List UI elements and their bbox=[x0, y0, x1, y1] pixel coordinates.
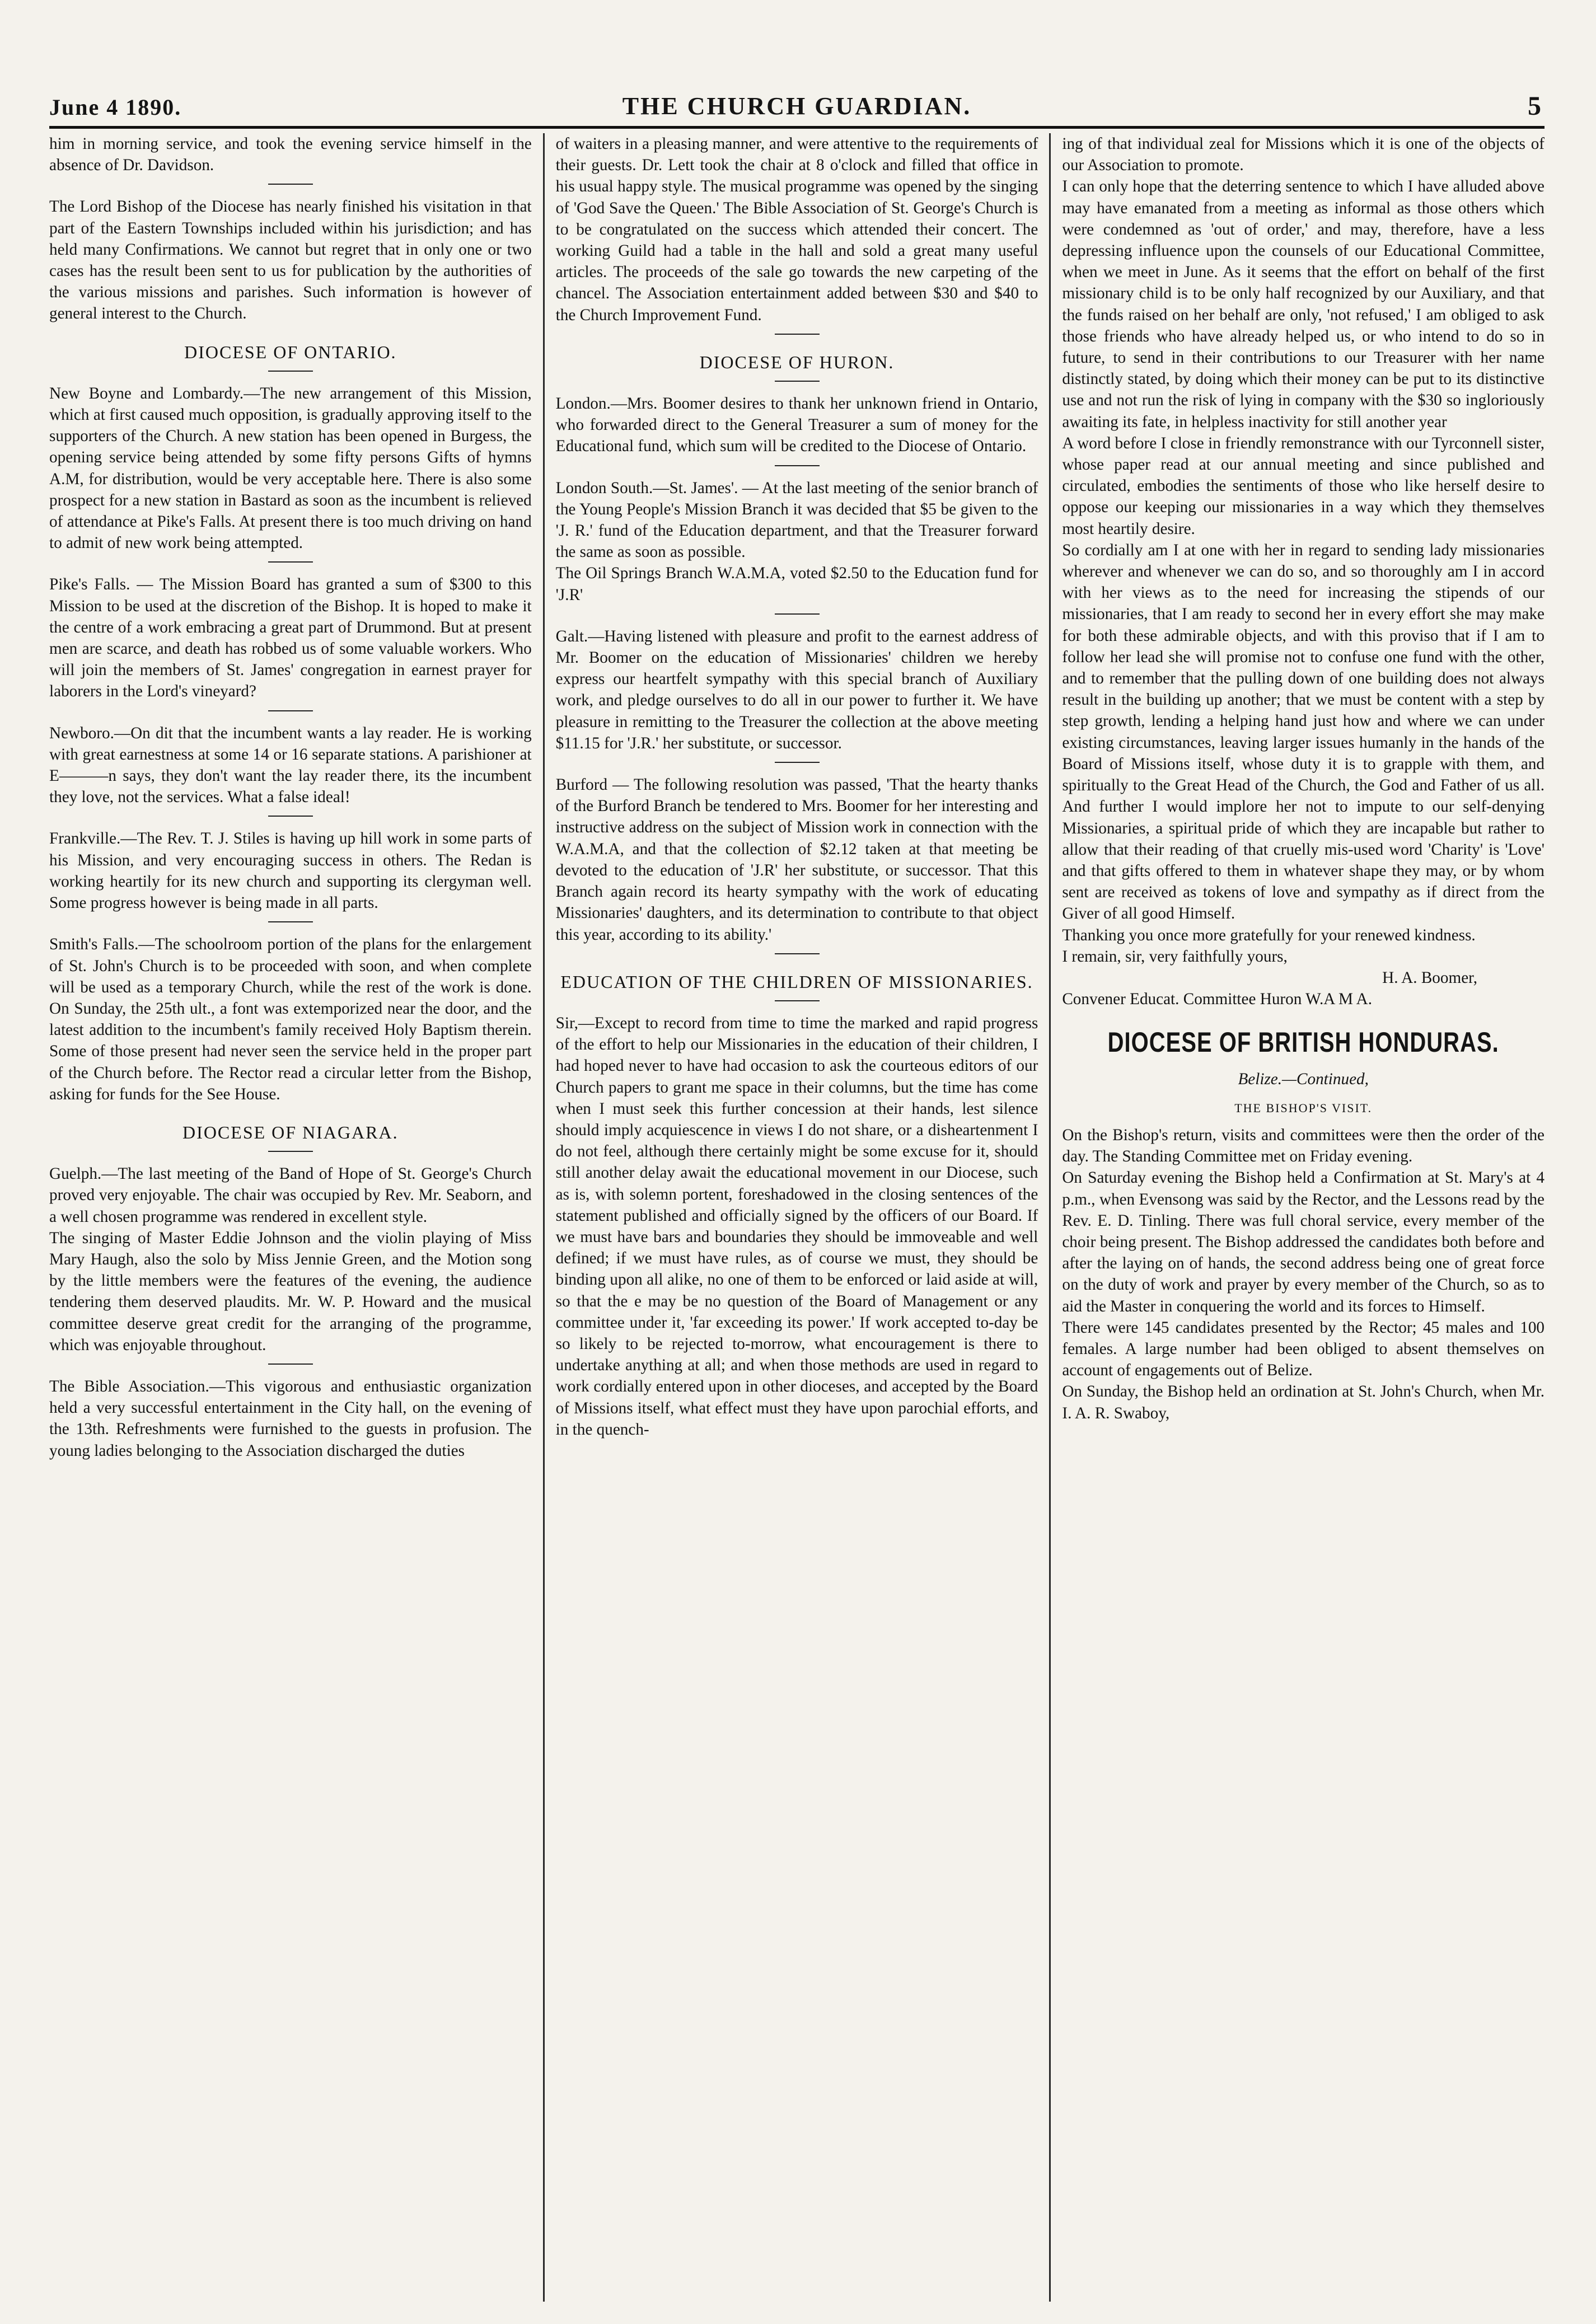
paragraph: Frankville.—The Rev. T. J. Stiles is having up hill work in some parts of his Mission, and very encouraging success in others. The Redan is working heartily for its new church and supporting its clergyman well. Some progress however is being made in all parts. bbox=[49, 830, 532, 912]
newspaper-title: THE CHURCH GUARDIAN. bbox=[622, 92, 972, 120]
paragraph: On Saturday evening the Bishop held a Confirmation at St. Mary's at 4 p.m., when Evensong was said by the Rector, and the Lessons read by the Rev. E. D. Tinling. There was full choral service, every member of the choir being present. The Bishop addressed the candidates both before and after the laying on of hands, the second address being one of great force on the duty of work and prayer by every member of the Church, so as to aid the Master in conquering the world and its forces to Himself. bbox=[1062, 1169, 1545, 1315]
signature-title: Convener Educat. Committee Huron W.A M A. bbox=[1062, 990, 1373, 1009]
columns bbox=[49, 133, 1544, 2302]
paragraph: A word before I close in friendly remonstrance with our Tyrconnell sister, whose paper read at our annual meeting and since published and circulated, embodies the sentiments of those who like herself desire to oppose our keeping our missionaries in a way which they themselves most heartily desire. bbox=[1062, 434, 1545, 538]
column-2 bbox=[545, 133, 1050, 2302]
paragraph: The Bible Association.—This vigorous and enthusiastic organization held a very successful entertainment in the City hall, on the evening of the 13th. Refreshments were furnished to the guests in profusion. The young ladies belonging to the Association discharged the duties bbox=[49, 1377, 532, 1460]
paragraph: him in morning service, and took the evening service himself in the absence of Dr. Davidson. bbox=[49, 135, 532, 175]
page-header bbox=[49, 84, 1544, 129]
divider bbox=[775, 465, 820, 466]
paragraph: There were 145 candidates presented by the Rector; 45 males and 100 females. A large number had been obliged to absent themselves on account of engagements out of Belize. bbox=[1062, 1318, 1545, 1380]
paragraph: Sir,—Except to record from time to time the marked and rapid progress of the effort to help our Missionaries in the education of their children, I had hoped never to have had occasion to ask the courteous editors of our Church papers to grant me space in their columns, but the time has come when I must seek this further concession at their hands, lest silence should imply acquiescence in views I do not share, or a disheartenment I do not feel, although there certainly might be some excuse for it, should still another delay await the educational movement in our Diocese, such as is, with solemn portent, foreshadowed in the closing sentences of the statement published and officially signed by the officers of our Board. If we must have bars and boundaries they should be immoveable and well defined; if we must have rules, as of course we must, they should be binding upon all alike, no one of them to be enforced or laid aside at will, so that the e may be no question of the Board of Management or any committee under it, 'far exceeding its power.' If work accepted to-day be so likely to be rejected to-morrow, what encouragement is there to undertake anything at all; and when those methods are used in regard to work cordially entered upon in other dioceses, and accepted by the Board of Missions itself, what effect must they have upon parochial efforts, and in the quench- bbox=[555, 1014, 1038, 1439]
divider bbox=[268, 816, 313, 817]
paragraph: I remain, sir, very faithfully yours, bbox=[1062, 947, 1288, 966]
paragraph: The Lord Bishop of the Diocese has nearly finished his visitation in that part of the Eastern Townships included within his jurisdiction; and has held many Confirmations. We cannot but regret that in only one or two cases has the result been sent to us for publication by the authorities of the various missions and parishes. Such information is however of general interest to the Church. bbox=[49, 198, 532, 323]
paragraph: Burford — The following resolution was passed, 'That the hearty thanks of the Burford Branch be tendered to Mrs. Boomer for her interesting and instructive address on the subject of Mission work in connection with the W.A.M.A, and that the collection of $2.12 taken at that meeting be devoted to the education of 'J.R' her substitute, or successor. That this Branch again record its hearty sympathy with the work of educating Missionaries' daughters, and its determination to contribute to that object this year, according to its ability.' bbox=[555, 776, 1038, 944]
paragraph: On Sunday, the Bishop held an ordination at St. John's Church, when Mr. I. A. R. Swaboy, bbox=[1062, 1383, 1545, 1422]
paragraph: Smith's Falls.—The schoolroom portion of the plans for the enlargement of St. John's Church is to be proceeded with soon, and when complete will be used as a temporary Church, while the rest of the work is done. On Sunday, the 25th ult., a font was extemporized near the door, and the latest addition to the incumbent's family received Holy Baptism therein. Some of those present had never seen the service held in the proper part of the Church before. The Rector read a circular letter from the Bishop, asking for funds for the See House. bbox=[49, 935, 532, 1103]
divider bbox=[775, 334, 820, 335]
paragraph: On the Bishop's return, visits and committees were then the order of the day. The Standing Committee met on Friday evening. bbox=[1062, 1126, 1545, 1166]
paragraph: So cordially am I at one with her in regard to sending lady missionaries wherever and whenever we can do so, and so thoroughly am I in accord with her views as to the need for increasing the stipends of our missionaries, that I am ready to second her in every effort she may make for both these admirable objects, and with this proviso that if I am to follow her lead she will promise not to confuse one fund with the other, and to remember that the pulling down of one building does not always result in the building up another; that we must be content with a step by step growth, lending a helping hand just how and where we can under existing circumstances, leaving larger issues humanly in the hands of the Board of Missions itself, whose duty it is to grapple with them, and spiritually to the Great Head of the Church, the God and Father of us all. And further I would implore her not to impute to our self-denying Missionaries, a spiritual pride of which they are incapable but rather to allow that their reading of that cruelly mis-used word 'Charity' is 'Love' and that gifts offered to them in whatever shape they may, or by whom sent are received as tokens of love and sympathy as if direct from the Giver of all good Himself. bbox=[1062, 541, 1545, 923]
divider bbox=[268, 371, 313, 372]
paragraph: The singing of Master Eddie Johnson and the violin playing of Miss Mary Haugh, also the solo by Miss Jennie Green, and the Motion song by the little members were the features of the evening, the audience tendering them deserved plaudits. Mr. W. P. Howard and the musical committee deserve great credit for the arranging of the programme, which was enjoyable throughout. bbox=[49, 1229, 532, 1354]
section-heading-education: EDUCATION OF THE CHILDREN OF MISSIONARIES. bbox=[560, 971, 1033, 992]
signature-name: H. A. Boomer, bbox=[1382, 968, 1478, 987]
divider bbox=[268, 1364, 313, 1365]
paragraph: London.—Mrs. Boomer desires to thank her unknown friend in Ontario, who forwarded direct to the General Treasurer a sum of money for the Educational fund, which sum will be credited to the Diocese of Ontario. bbox=[555, 395, 1038, 456]
paragraph: London South.—St. James'. — At the last meeting of the senior branch of the Young People's Mission Branch it was decided that $5 be given to the 'J. R.' fund of the Education department, and that the Treasurer forward the same as soon as possible. bbox=[555, 479, 1038, 561]
paragraph: Newboro.—On dit that the incumbent wants a lay reader. He is working with great earnestness at some 14 or 16 separate stations. A parishioner at E———n says, they don't want the lay reader there, its the incumbent they love, not the services. What a false ideal! bbox=[49, 724, 532, 807]
divider bbox=[775, 762, 820, 763]
section-heading-ontario: DIOCESE OF ONTARIO. bbox=[184, 341, 397, 362]
divider bbox=[268, 184, 313, 185]
section-heading-british-honduras: DIOCESE OF BRITISH HONDURAS. bbox=[1107, 1027, 1499, 1058]
subheading-belize: Belize.—Continued, bbox=[1238, 1070, 1369, 1088]
paragraph: Thanking you once more gratefully for your renewed kindness. bbox=[1062, 926, 1476, 944]
paragraph: I can only hope that the deterring sentence to which I have alluded above may have emanated from a meeting as informal as those others which were condemned as 'out of order,' and may, therefore, have a less depressing influence upon the counsels of our Educational Committee, when we meet in June. As it seems that the effort on behalf of the first missionary child is to be only half recognized by our Auxiliary, and that the funds raised on her behalf are only, 'not refused,' I am obliged to ask those friends who have already helped us, or who intend to do so in future, to send in their contributions to our Treasurer with her name distinctly stated, by doing which their money can be put to its distinctive use and not run the risk of lying in company with the $30 so ingloriously awaiting its fate, in helpless inactivity for still another year bbox=[1062, 177, 1545, 431]
subheading-bishops-visit: THE BISHOP'S VISIT. bbox=[1234, 1100, 1373, 1115]
paragraph: of waiters in a pleasing manner, and were attentive to the requirements of their guests. Dr. Lett took the chair at 8 o'clock and filled that office in his usual happy style. The musical programme was opened by the singing of 'God Save the Queen.' The Bible Association of St. George's Church is to be congratulated on the success which attended their concert. The working Guild had a table in the hall and sold a great many useful articles. The proceeds of the sale go towards the new carpeting of the chancel. The Association entertainment added between $30 and $40 to the Church Improvement Fund. bbox=[555, 135, 1038, 324]
paragraph: Pike's Falls. — The Mission Board has granted a sum of $300 to this Mission to be used at the discretion of the Bishop. It is hoped to make it the centre of a work embracing a great part of Drummond. But at present men are scarce, and death has robbed us of some valuable workers. Who will join the members of St. James' congregation in earnest prayer for laborers in the Lord's vineyard? bbox=[49, 575, 532, 701]
page-number: 5 bbox=[1528, 91, 1541, 121]
divider bbox=[268, 921, 313, 922]
divider bbox=[775, 613, 820, 615]
divider bbox=[775, 953, 820, 954]
section-heading-niagara: DIOCESE OF NIAGARA. bbox=[182, 1122, 399, 1142]
column-1 bbox=[49, 133, 543, 2302]
section-heading-huron: DIOCESE OF HURON. bbox=[699, 352, 895, 372]
divider bbox=[268, 561, 313, 563]
divider bbox=[268, 1151, 313, 1152]
divider bbox=[775, 1000, 820, 1001]
divider bbox=[775, 381, 820, 382]
divider bbox=[268, 710, 313, 711]
paragraph: The Oil Springs Branch W.A.M.A, voted $2.50 to the Education fund for 'J.R' bbox=[555, 564, 1038, 604]
paragraph: ing of that individual zeal for Missions which it is one of the objects of our Association to promote. bbox=[1062, 135, 1545, 175]
paragraph: Guelph.—The last meeting of the Band of Hope of St. George's Church proved very enjoyable. The chair was occupied by Rev. Mr. Seaborn, and a well chosen programme was rendered in excellent style. bbox=[49, 1165, 532, 1226]
paragraph: New Boyne and Lombardy.—The new arrangement of this Mission, which at first caused much opposition, is gradually approving itself to the supporters of the Church. A new station has been opened in Burgess, the opening service being attended by some fifty persons Gifts of hymns A.M, for distribution, would be very acceptable here. There is also some prospect for a new station in Bastard as soon as the incumbent is relieved of attendance at Pike's Falls. At present there is too much driving on hand to admit of new work being attempted. bbox=[49, 384, 532, 552]
issue-date: June 4 1890. bbox=[49, 95, 182, 120]
column-3 bbox=[1051, 133, 1544, 2302]
paragraph: Galt.—Having listened with pleasure and profit to the earnest address of Mr. Boomer on the education of Missionaries' children we hereby express our heartfelt sympathy with this special branch of Auxiliary work, and pledge ourselves to do all in our power to further it. We have pleasure in remitting to the Treasurer the collection at the above meeting $11.15 for 'J.R.' her substitute, or successor. bbox=[555, 627, 1038, 752]
